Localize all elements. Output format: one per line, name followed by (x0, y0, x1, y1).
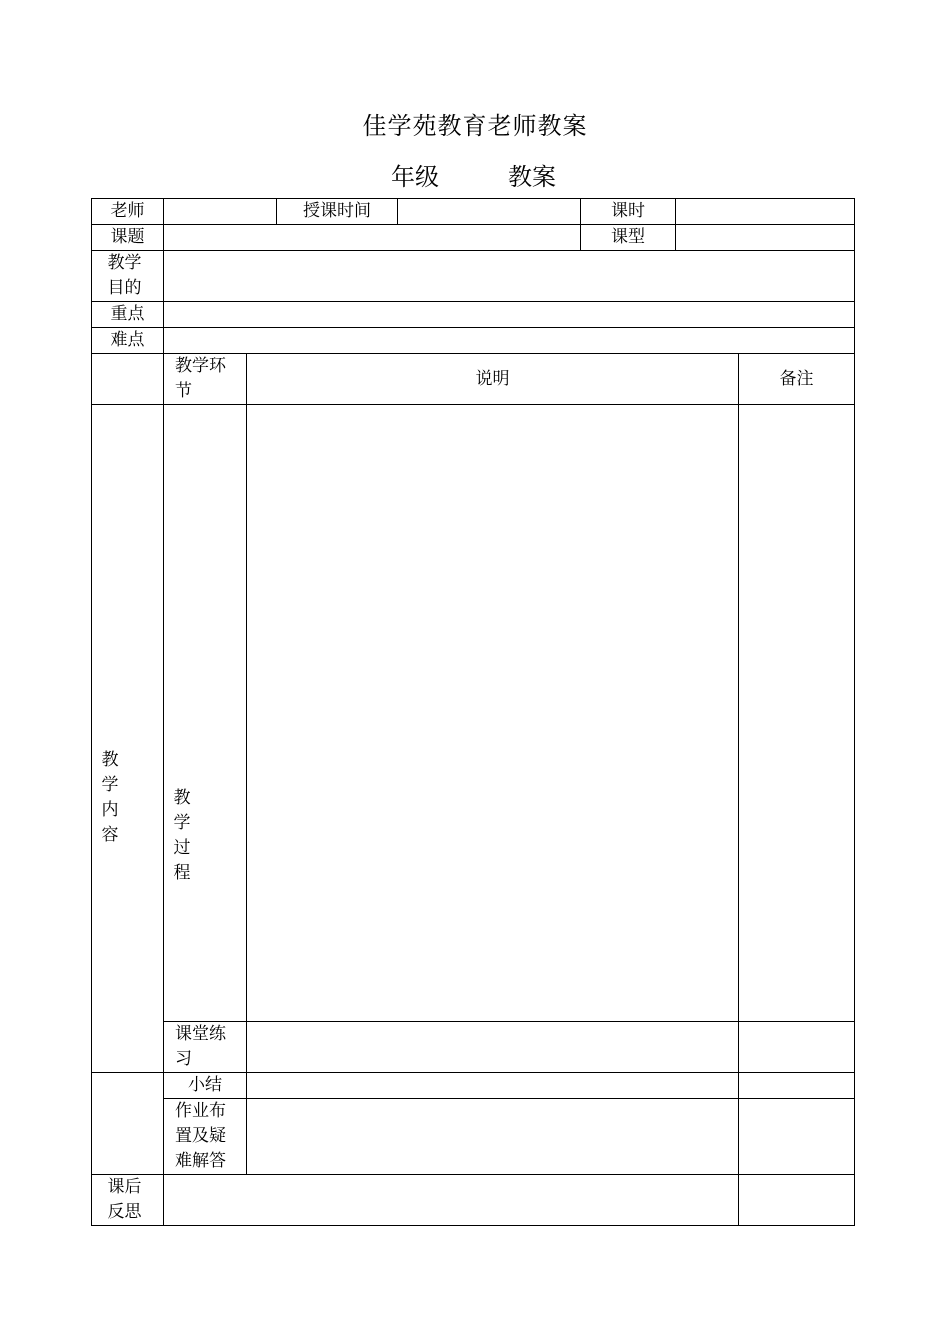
row-difficulties (92, 328, 855, 354)
row-key-points (92, 302, 855, 328)
summary-description-field[interactable] (247, 1073, 739, 1099)
document-title: 佳学苑教育老师教案 (362, 112, 588, 140)
lesson-type-field[interactable] (676, 225, 855, 251)
subtitle-grade: 年级 (391, 163, 439, 191)
key-points-label: 重点 (92, 302, 164, 328)
class-time-field[interactable] (398, 199, 581, 225)
reflection-field[interactable] (164, 1175, 739, 1226)
topic-field[interactable] (164, 225, 581, 251)
reflection-label: 课后反思 (107, 1177, 142, 1222)
subtitle-plan: 教案 (508, 163, 556, 191)
exercise-description-field[interactable] (247, 1022, 739, 1073)
row-homework (92, 1099, 855, 1175)
reflection-remarks-field[interactable] (739, 1175, 855, 1226)
description-header: 说明 (247, 354, 739, 405)
class-time-label: 授课时间 (277, 199, 398, 225)
homework-label: 作业布置及疑难解答 (175, 1101, 226, 1171)
homework-remarks-field[interactable] (739, 1099, 855, 1175)
row-teacher (92, 199, 855, 225)
exercise-remarks-field[interactable] (739, 1022, 855, 1073)
row-exercise (92, 1022, 855, 1073)
difficulties-label: 难点 (92, 328, 164, 354)
header-empty-cell (92, 354, 164, 405)
row-column-headers (92, 354, 855, 405)
row-objective (92, 251, 855, 302)
summary-group-empty-cell (92, 1073, 164, 1175)
homework-description-field[interactable] (247, 1099, 739, 1175)
objective-field[interactable] (164, 251, 855, 302)
row-teaching-process (92, 405, 855, 1022)
process-description-field[interactable] (247, 405, 739, 1022)
remarks-header: 备注 (739, 354, 855, 405)
period-field[interactable] (676, 199, 855, 225)
lesson-type-label: 课型 (581, 225, 676, 251)
lesson-plan-table (91, 198, 855, 1226)
row-summary (92, 1073, 855, 1099)
teacher-label: 老师 (92, 199, 164, 225)
teacher-field[interactable] (164, 199, 277, 225)
content-label: 教学内容 (101, 749, 119, 845)
topic-label: 课题 (92, 225, 164, 251)
row-topic (92, 225, 855, 251)
process-remarks-field[interactable] (739, 405, 855, 1022)
step-header: 教学环节 (175, 356, 226, 401)
exercise-label: 课堂练习 (175, 1024, 226, 1069)
summary-remarks-field[interactable] (739, 1073, 855, 1099)
objective-label: 教学目的 (107, 253, 142, 298)
process-label: 教学过程 (173, 787, 191, 883)
key-points-field[interactable] (164, 302, 855, 328)
difficulties-field[interactable] (164, 328, 855, 354)
summary-label: 小结 (164, 1073, 247, 1099)
row-reflection (92, 1175, 855, 1226)
period-label: 课时 (581, 199, 676, 225)
